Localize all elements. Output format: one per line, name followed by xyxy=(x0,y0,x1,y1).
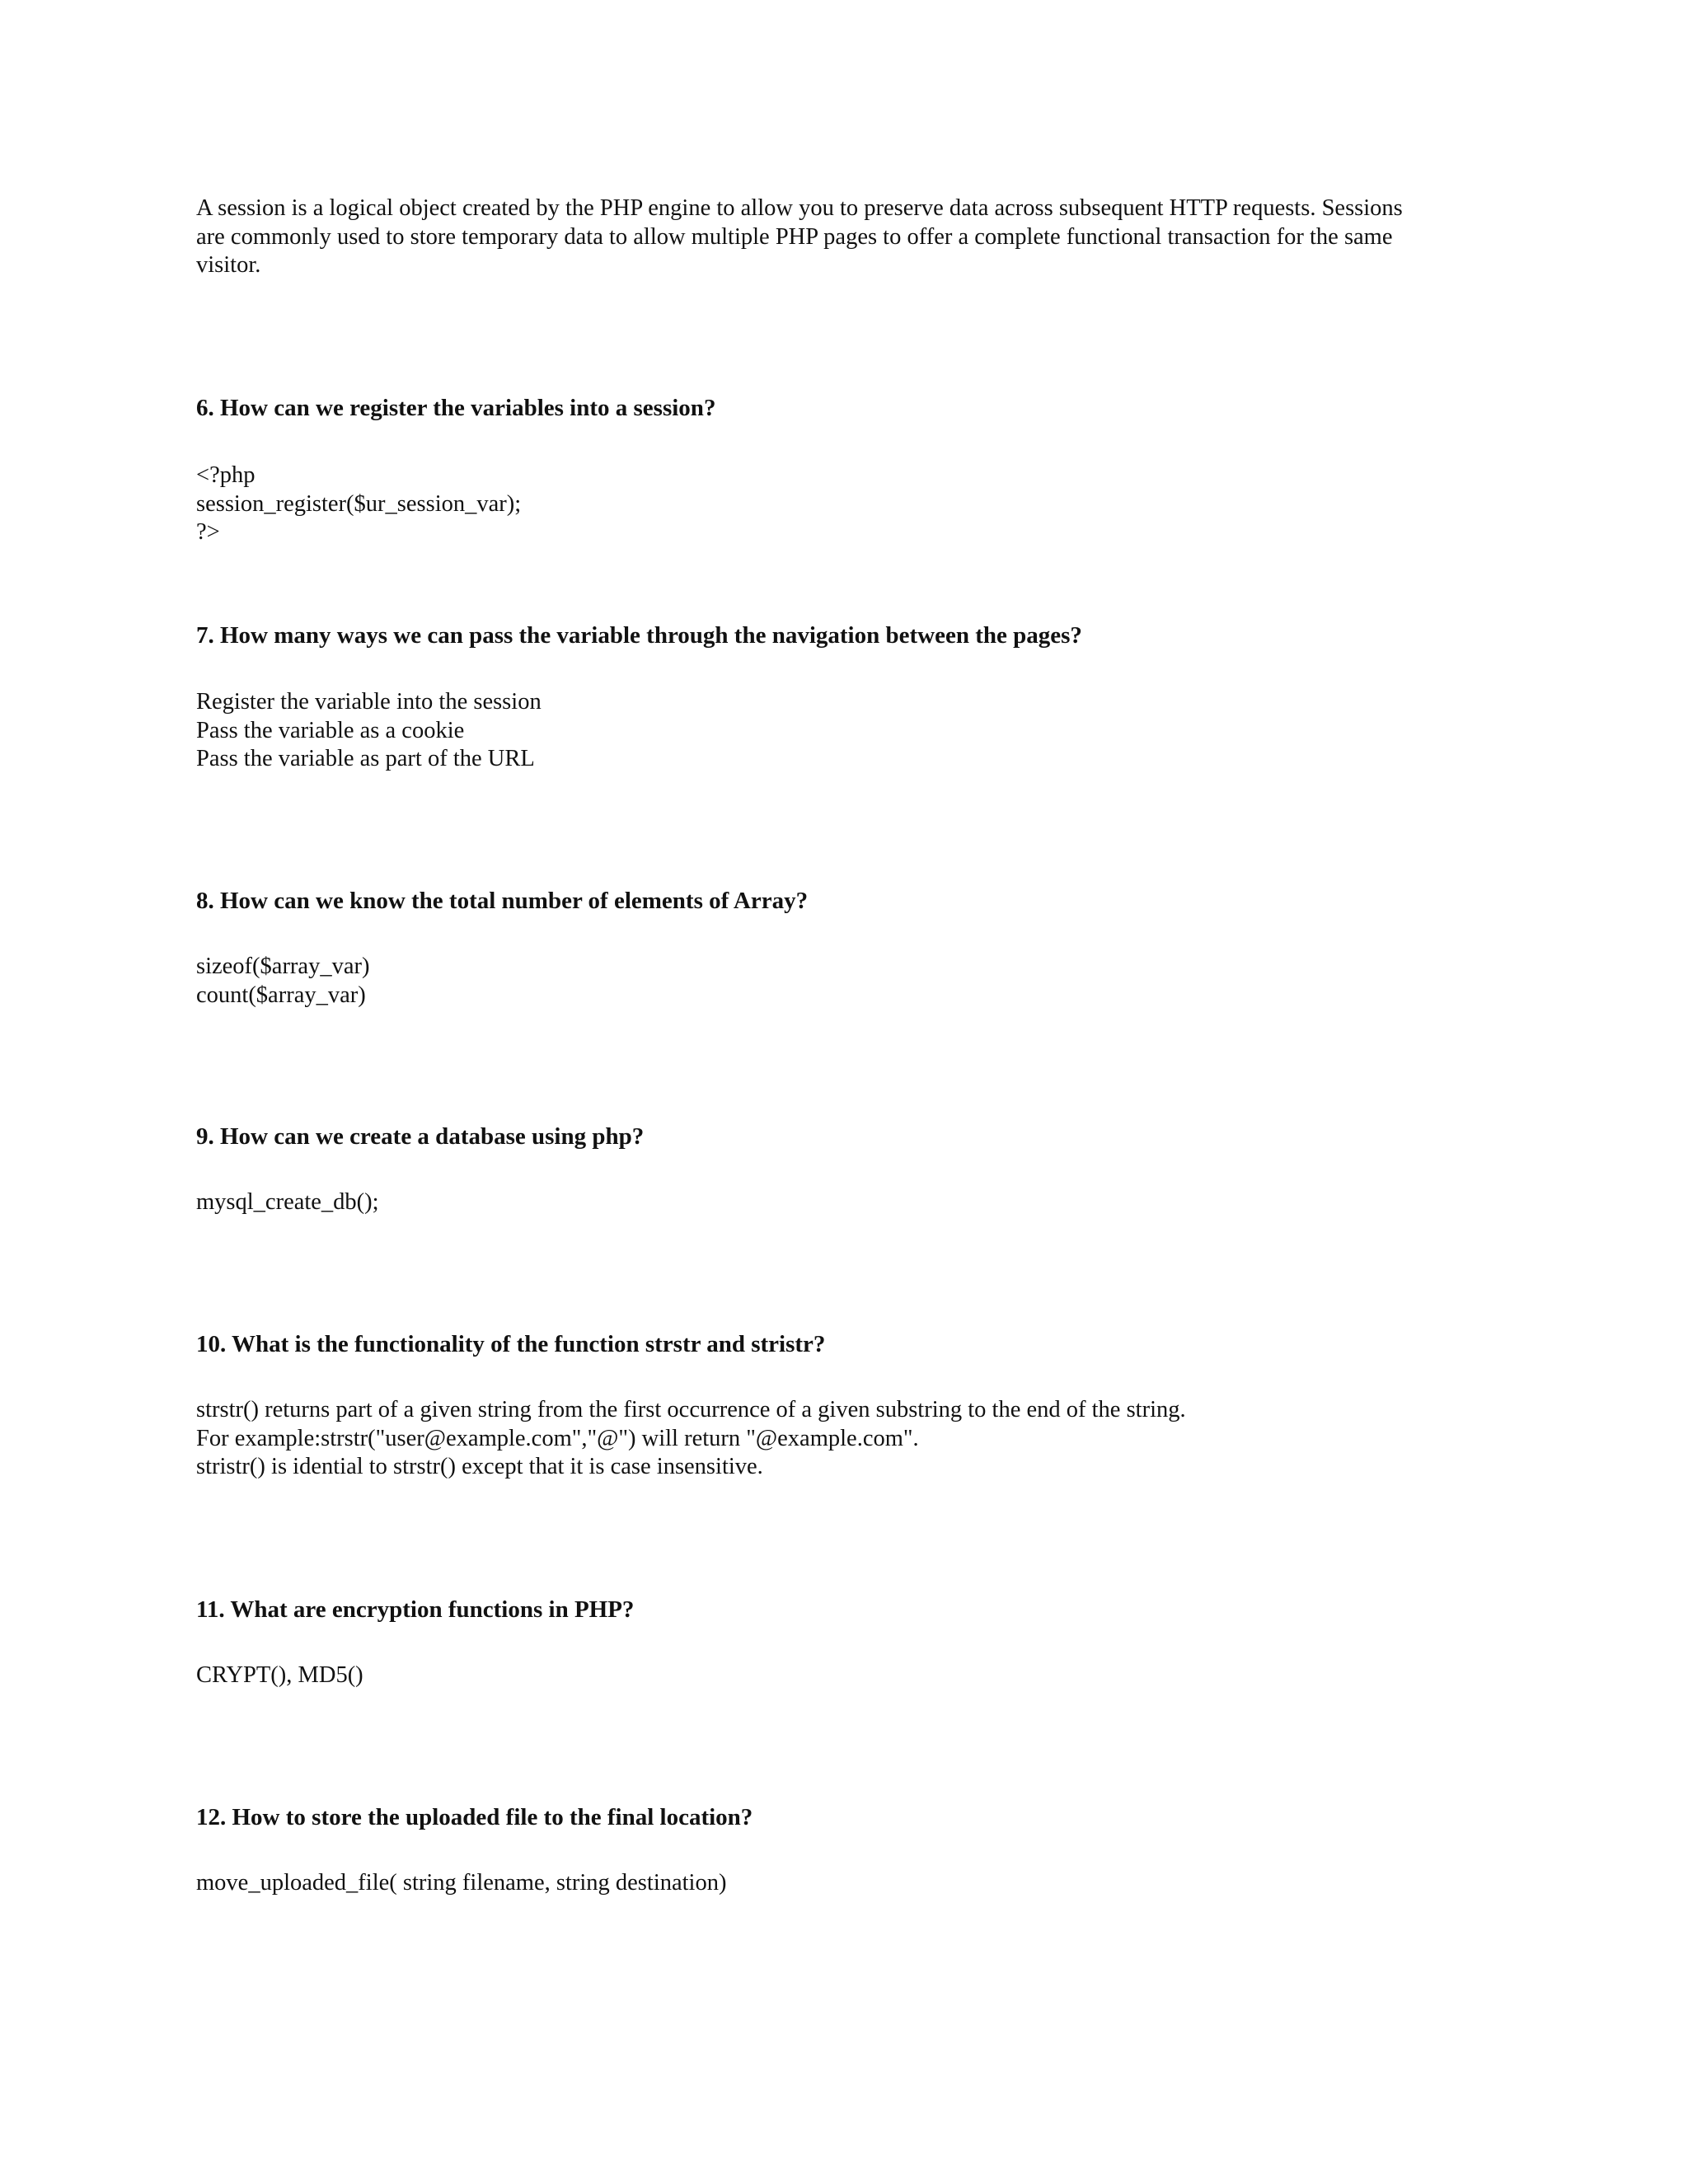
intro-paragraph xyxy=(196,194,1482,280)
question-heading-9: 9. How can we create a database using php? xyxy=(196,1123,645,1150)
answer-line: <?php xyxy=(196,462,256,488)
answer-11 xyxy=(196,1661,1482,1690)
answer-line: sizeof($array_var) xyxy=(196,954,370,979)
answer-line: stristr() is idential to strstr() except that it is case insensitive. xyxy=(196,1454,763,1479)
answer-line: For example:strstr("user@example.com","@") will return "@example.com". xyxy=(196,1425,919,1451)
answer-line: move_uploaded_file( string filename, string destination) xyxy=(196,1870,727,1896)
answer-8 xyxy=(196,953,1482,1010)
answer-10 xyxy=(196,1396,1482,1482)
answer-line: CRYPT(), MD5() xyxy=(196,1662,363,1688)
answer-line: Pass the variable as a cookie xyxy=(196,717,465,743)
intro-line: visitor. xyxy=(196,252,261,278)
answer-line: Register the variable into the session xyxy=(196,689,542,715)
answer-line: count($array_var) xyxy=(196,982,366,1008)
answer-line: strstr() returns part of a given string from the first occurrence of a given substring to the end of the string. xyxy=(196,1397,1186,1422)
question-heading-11: 11. What are encryption functions in PHP? xyxy=(196,1596,635,1623)
question-heading-12: 12. How to store the uploaded file to the final location? xyxy=(196,1804,753,1830)
answer-line: ?> xyxy=(196,519,220,545)
answer-12 xyxy=(196,1869,1482,1898)
answer-line: session_register($ur_session_var); xyxy=(196,490,522,517)
answer-9 xyxy=(196,1188,1482,1217)
intro-line: A session is a logical object created by the PHP engine to allow you to preserve data across subsequent HTTP requests. Sessions xyxy=(196,195,1403,221)
answer-line: mysql_create_db(); xyxy=(196,1189,379,1215)
question-heading-8: 8. How can we know the total number of elements of Array? xyxy=(196,888,809,914)
question-heading-7: 7. How many ways we can pass the variable through the navigation between the pages? xyxy=(196,622,1082,649)
answer-6 xyxy=(196,462,1482,547)
intro-line: are commonly used to store temporary data to allow multiple PHP pages to offer a complete functional transaction for the same xyxy=(196,223,1393,250)
answer-line: Pass the variable as part of the URL xyxy=(196,746,535,771)
question-heading-10: 10. What is the functionality of the function strstr and stristr? xyxy=(196,1331,826,1357)
answer-7 xyxy=(196,688,1482,774)
question-heading-6: 6. How can we register the variables into a session? xyxy=(196,395,716,421)
